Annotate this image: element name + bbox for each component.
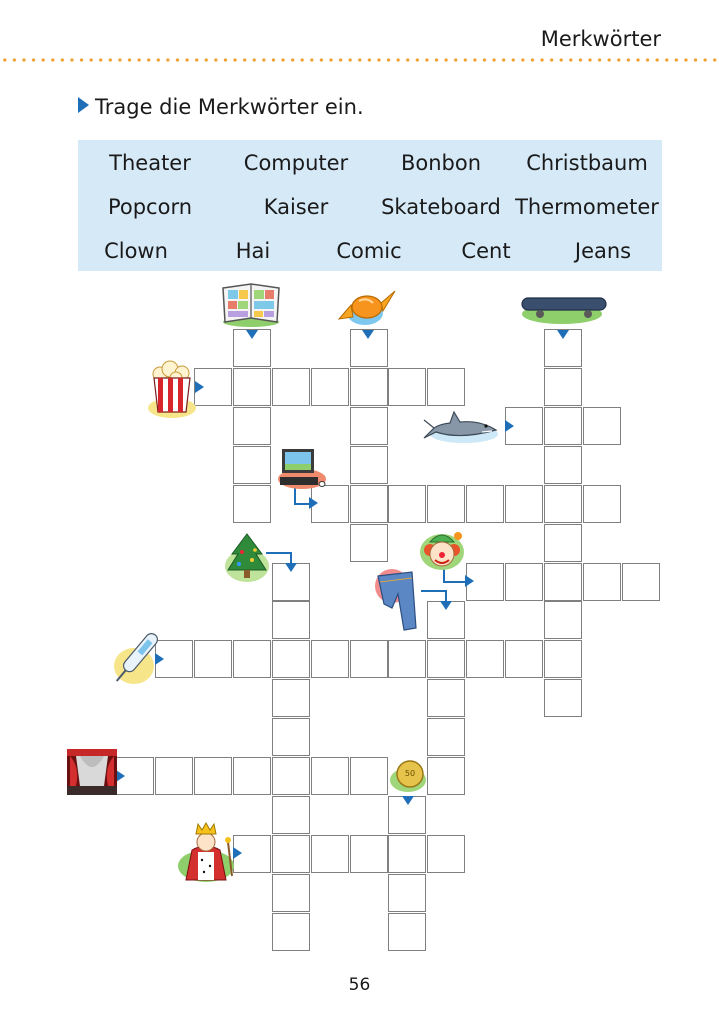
- crossword-cell[interactable]: [272, 913, 310, 951]
- crossword-cell[interactable]: [194, 757, 232, 795]
- crossword-cell[interactable]: [272, 796, 310, 834]
- crossword-cell[interactable]: [466, 640, 504, 678]
- crossword-cell[interactable]: [350, 640, 388, 678]
- crossword-cell[interactable]: [272, 640, 310, 678]
- crossword-cell[interactable]: [544, 563, 582, 601]
- crossword-cell[interactable]: [544, 407, 582, 445]
- crossword-cell[interactable]: [427, 835, 465, 873]
- king-icon: [178, 820, 238, 882]
- crossword-cell[interactable]: [427, 640, 465, 678]
- comic-book-icon: [219, 282, 283, 328]
- crossword-cell[interactable]: [544, 368, 582, 406]
- crossword-cell[interactable]: [311, 368, 349, 406]
- crossword-cell[interactable]: [272, 601, 310, 639]
- crossword-cell[interactable]: [272, 679, 310, 717]
- instruction-text: Trage die Merkwörter ein.: [95, 95, 364, 119]
- crossword-cell[interactable]: [583, 407, 621, 445]
- crossword-cell[interactable]: [350, 485, 388, 523]
- crossword-cell[interactable]: [233, 368, 271, 406]
- crossword-cell[interactable]: [427, 485, 465, 523]
- theater-stage-icon: [66, 748, 118, 796]
- crossword-cell[interactable]: [350, 407, 388, 445]
- christmas-tree-icon: [224, 532, 270, 584]
- arrow-down-cent: [402, 796, 414, 805]
- dotted-divider: [0, 58, 719, 62]
- crossword-cell[interactable]: [233, 757, 271, 795]
- crossword-cell[interactable]: [544, 485, 582, 523]
- clown-icon: [418, 528, 466, 572]
- crossword-cell[interactable]: [388, 913, 426, 951]
- crossword-cell[interactable]: [544, 524, 582, 562]
- page-number: 56: [348, 975, 371, 995]
- crossword-cell[interactable]: [622, 563, 660, 601]
- word-bonbon: Bonbon: [400, 151, 482, 175]
- crossword-cell[interactable]: [544, 679, 582, 717]
- word-popcorn: Popcorn: [107, 195, 193, 219]
- word-hai: Hai: [235, 239, 271, 263]
- word-skateboard: Skateboard: [381, 195, 501, 219]
- instruction: [78, 95, 364, 119]
- crossword-cell[interactable]: [388, 368, 426, 406]
- thermometer-icon: [112, 626, 160, 690]
- crossword-cell[interactable]: [350, 835, 388, 873]
- crossword-cell[interactable]: [583, 485, 621, 523]
- popcorn-icon: [146, 360, 198, 418]
- word-comic: Comic: [336, 239, 402, 263]
- crossword-cell[interactable]: [155, 757, 193, 795]
- crossword-cell[interactable]: [388, 640, 426, 678]
- crossword-cell[interactable]: [311, 757, 349, 795]
- crossword-cell[interactable]: [272, 874, 310, 912]
- crossword-cell[interactable]: [427, 718, 465, 756]
- word-cent: Cent: [461, 239, 511, 263]
- crossword-cell[interactable]: [350, 446, 388, 484]
- play-triangle-icon: [78, 97, 89, 113]
- word-theater: Theater: [109, 151, 191, 175]
- arrow-down-comic: [246, 330, 258, 339]
- computer-icon: [276, 447, 328, 491]
- word-kaiser: Kaiser: [263, 195, 329, 219]
- crossword-cell[interactable]: [544, 640, 582, 678]
- crossword-cell[interactable]: [272, 835, 310, 873]
- word-box: [78, 140, 662, 271]
- crossword-cell[interactable]: [311, 835, 349, 873]
- svg-text:50: 50: [404, 769, 416, 778]
- crossword-cell[interactable]: [233, 485, 271, 523]
- crossword-cell[interactable]: [505, 485, 543, 523]
- crossword-cell[interactable]: [505, 640, 543, 678]
- crossword-cell[interactable]: [427, 679, 465, 717]
- cent-coin-icon: [388, 758, 428, 794]
- crossword-cell[interactable]: [427, 368, 465, 406]
- arrow-right-computer: [309, 497, 318, 509]
- jeans-connector: [421, 590, 447, 601]
- crossword-cell[interactable]: [233, 407, 271, 445]
- arrow-down-jeans: [440, 601, 452, 610]
- word-clown: Clown: [104, 239, 168, 263]
- crossword-cell[interactable]: [311, 640, 349, 678]
- word-thermometer: Thermometer: [515, 195, 659, 219]
- crossword-cell[interactable]: [272, 757, 310, 795]
- page-header-title: Merkwörter: [540, 27, 661, 51]
- arrow-right-hai: [505, 420, 514, 432]
- word-jeans: Jeans: [574, 239, 632, 263]
- crossword-cell[interactable]: [427, 757, 465, 795]
- crossword-cell[interactable]: [544, 446, 582, 484]
- jeans-icon: [372, 568, 420, 632]
- crossword-cell[interactable]: [350, 524, 388, 562]
- shark-icon: [420, 408, 502, 448]
- arrow-right-clown: [465, 575, 474, 587]
- crossword-cell[interactable]: [350, 757, 388, 795]
- crossword-cell[interactable]: [388, 874, 426, 912]
- crossword-cell[interactable]: [194, 640, 232, 678]
- crossword-cell[interactable]: [272, 368, 310, 406]
- crossword-cell[interactable]: [272, 718, 310, 756]
- crossword-cell[interactable]: [233, 640, 271, 678]
- crossword-cell[interactable]: [388, 485, 426, 523]
- crossword-cell[interactable]: [544, 601, 582, 639]
- crossword-cell[interactable]: [350, 368, 388, 406]
- skateboard-icon: [518, 292, 610, 328]
- crossword-cell[interactable]: [505, 563, 543, 601]
- arrow-down-bonbon: [362, 330, 374, 339]
- crossword-cell[interactable]: [233, 446, 271, 484]
- candy-icon: [335, 285, 399, 327]
- crossword-cell[interactable]: [583, 563, 621, 601]
- crossword-cell[interactable]: [466, 485, 504, 523]
- word-computer: Computer: [243, 151, 349, 175]
- word-christbaum: Christbaum: [526, 151, 648, 175]
- crossword-cell[interactable]: [388, 835, 426, 873]
- arrow-down-skateboard: [557, 330, 569, 339]
- arrow-down-christbaum: [285, 563, 297, 572]
